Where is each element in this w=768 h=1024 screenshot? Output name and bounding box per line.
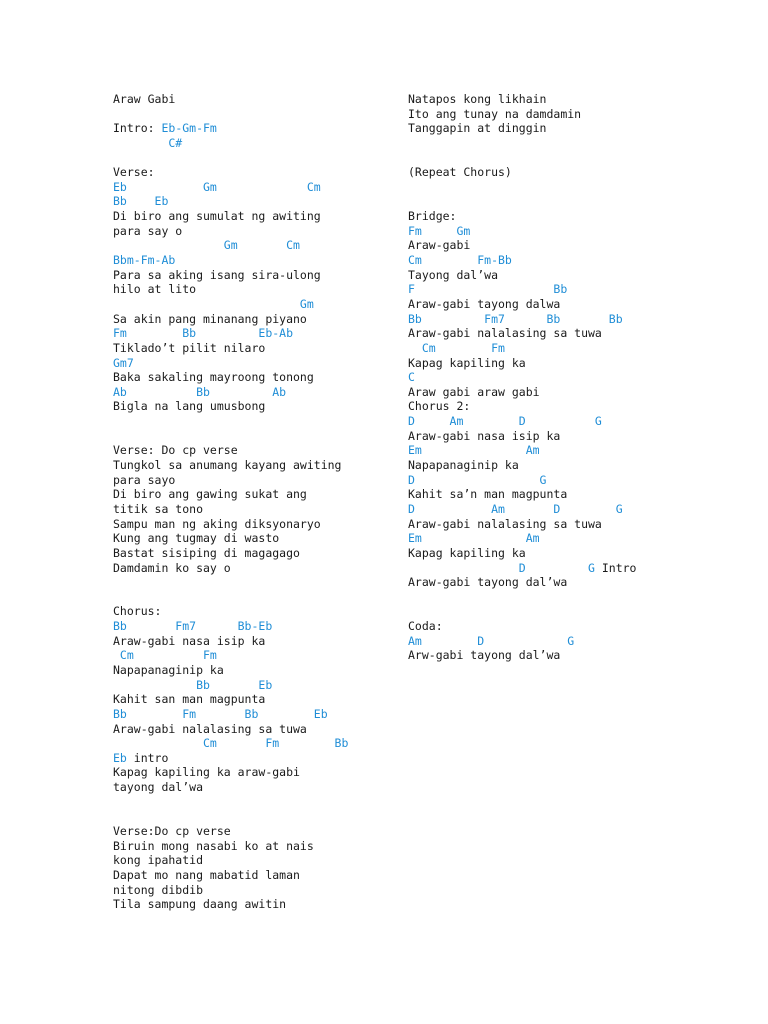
blank-line xyxy=(408,590,698,605)
chord-line: Em Am xyxy=(408,531,540,546)
intro-line xyxy=(113,751,403,766)
chord-line: Cm Fm xyxy=(113,648,217,663)
chord-line: Cm Fm-Bb xyxy=(408,253,512,268)
lyric-line: kong ipahatid xyxy=(113,853,204,868)
lyric-line: Araw-gabi nalalasing sa tuwa xyxy=(408,326,602,341)
chord-line: Gm xyxy=(113,296,314,311)
section-heading: Araw Gabi xyxy=(113,92,176,106)
section-heading: Verse:Do cp verse xyxy=(113,824,231,839)
chord-line: Bb Eb xyxy=(113,194,169,209)
lyric-line: Kahit san man magpunta xyxy=(113,692,266,707)
intro-line xyxy=(408,561,698,576)
lyric-line: Sa akin pang minanang piyano xyxy=(113,311,307,326)
blank-line xyxy=(113,107,403,122)
lyric-line: Sampu man ng aking diksyonaryo xyxy=(113,516,321,531)
blank-line xyxy=(408,604,698,619)
lyric-line: Tungkol sa anumang kayang awiting xyxy=(113,458,342,473)
lyric-line: Araw-gabi xyxy=(408,238,471,253)
lyric-line: Tiklado’t pilit nilaro xyxy=(113,340,266,355)
chord-text: Eb xyxy=(113,750,127,765)
lyric-line: nitong dibdib xyxy=(113,882,204,897)
chord-line: Bb Fm7 Bb-Eb xyxy=(113,619,273,634)
lyric-line: Kahit sa’n man magpunta xyxy=(408,487,568,502)
blank-line xyxy=(113,809,403,824)
blank-line xyxy=(113,590,403,605)
lyric-line: Damdamin ko say o xyxy=(113,560,231,575)
blank-line xyxy=(113,151,403,166)
blank-line xyxy=(113,414,403,429)
chord-line: C xyxy=(408,370,415,385)
blank-line xyxy=(113,575,403,590)
lyric-line: Di biro ang sumulat ng awiting xyxy=(113,209,321,224)
chord-text: D G xyxy=(408,560,595,575)
chord-line: Eb Gm Cm xyxy=(113,179,321,194)
chord-line: Bb Fm7 Bb Bb xyxy=(408,311,623,326)
lyric-line: para sayo xyxy=(113,472,176,487)
lyric-line: Dapat mo nang mabatid laman xyxy=(113,867,300,882)
chord-line: D Am D G xyxy=(408,501,623,516)
blank-line xyxy=(408,151,698,166)
lyric-line: Di biro ang gawing sukat ang xyxy=(113,487,307,502)
lyric-line: Kapag kapiling ka araw-gabi xyxy=(113,765,300,780)
blank-line xyxy=(113,795,403,810)
chord-line: Gm Cm xyxy=(113,238,300,253)
chord-line: Bbm-Fm-Ab xyxy=(113,253,176,268)
blank-line xyxy=(408,136,698,151)
section-heading: (Repeat Chorus) xyxy=(408,165,512,180)
chord-line: Gm7 xyxy=(113,355,134,370)
lyric-line: Araw gabi araw gabi xyxy=(408,384,540,399)
chord-line: F Bb xyxy=(408,282,568,297)
chord-line: Em Am xyxy=(408,443,540,458)
section-heading: Verse: Do cp verse xyxy=(113,443,238,458)
intro-label: Intro: xyxy=(113,121,162,136)
lyric-line: Napapanaginip ka xyxy=(408,458,519,473)
left-column xyxy=(113,92,403,912)
blank-line xyxy=(408,194,698,209)
lyric-line: Biruin mong nasabi ko at nais xyxy=(113,838,314,853)
lyric-line: Araw-gabi nalalasing sa tuwa xyxy=(113,721,307,736)
section-heading: Verse: xyxy=(113,165,155,180)
chord-line: D Am D G xyxy=(408,414,602,429)
lyric-line: Araw-gabi nalalasing sa tuwa xyxy=(408,516,602,531)
chord-text: Eb-Gm-Fm xyxy=(161,121,217,136)
lyric-line: Arw-gabi tayong dal’wa xyxy=(408,648,561,663)
chord-line: Am D G xyxy=(408,633,575,648)
lyric-line: Kapag kapiling ka xyxy=(408,545,526,560)
section-heading: Chorus: xyxy=(113,604,162,619)
lyric-line: para say o xyxy=(113,223,183,238)
section-heading: Bridge: xyxy=(408,209,457,224)
lyric-line: Para sa aking isang sira-ulong xyxy=(113,267,321,282)
blank-line xyxy=(408,180,698,195)
lyric-line: Baka sakaling mayroong tonong xyxy=(113,370,314,385)
lyric-line: Kapag kapiling ka xyxy=(408,355,526,370)
intro-suffix: intro xyxy=(126,750,169,765)
section-heading: Chorus 2: xyxy=(408,399,471,414)
section-heading: Coda: xyxy=(408,619,443,634)
lyric-line: Araw-gabi tayong dalwa xyxy=(408,296,561,311)
intro-suffix: Intro xyxy=(594,560,637,575)
lyric-line: hilo at lito xyxy=(113,282,197,297)
blank-line xyxy=(113,429,403,444)
chord-line: C# xyxy=(113,135,183,150)
lyric-line: Napapanaginip ka xyxy=(113,662,224,677)
lyric-line: titik sa tono xyxy=(113,501,204,516)
lyric-line: Bastat sisiping di magagago xyxy=(113,545,300,560)
chord-line: D G xyxy=(408,472,547,487)
chord-line: Fm Gm xyxy=(408,223,471,238)
chord-line: Ab Bb Ab xyxy=(113,384,287,399)
lyric-line: Tayong dal’wa xyxy=(408,267,499,282)
right-column xyxy=(408,92,698,663)
chord-line: Bb Fm Bb Eb xyxy=(113,706,328,721)
chord-line: Cm Fm Bb xyxy=(113,736,349,751)
lyric-line: Araw-gabi nasa isip ka xyxy=(113,633,266,648)
lyric-line: Kung ang tugmay di wasto xyxy=(113,531,280,546)
lyric-line: Bigla na lang umusbong xyxy=(113,399,266,414)
lyric-line: Araw-gabi nasa isip ka xyxy=(408,428,561,443)
lyric-line: tayong dal’wa xyxy=(113,780,204,795)
intro-line xyxy=(113,121,403,136)
chord-line: Cm Fm xyxy=(408,340,505,355)
lyric-line: Araw-gabi tayong dal’wa xyxy=(408,575,568,590)
lyric-line: Tanggapin at dinggin xyxy=(408,121,547,136)
chord-line: Fm Bb Eb-Ab xyxy=(113,326,294,341)
lyric-line: Natapos kong likhain xyxy=(408,92,547,106)
chord-line: Bb Eb xyxy=(113,677,273,692)
lyric-line: Ito ang tunay na damdamin xyxy=(408,106,582,121)
lyric-line: Tila sampung daang awitin xyxy=(113,897,287,912)
